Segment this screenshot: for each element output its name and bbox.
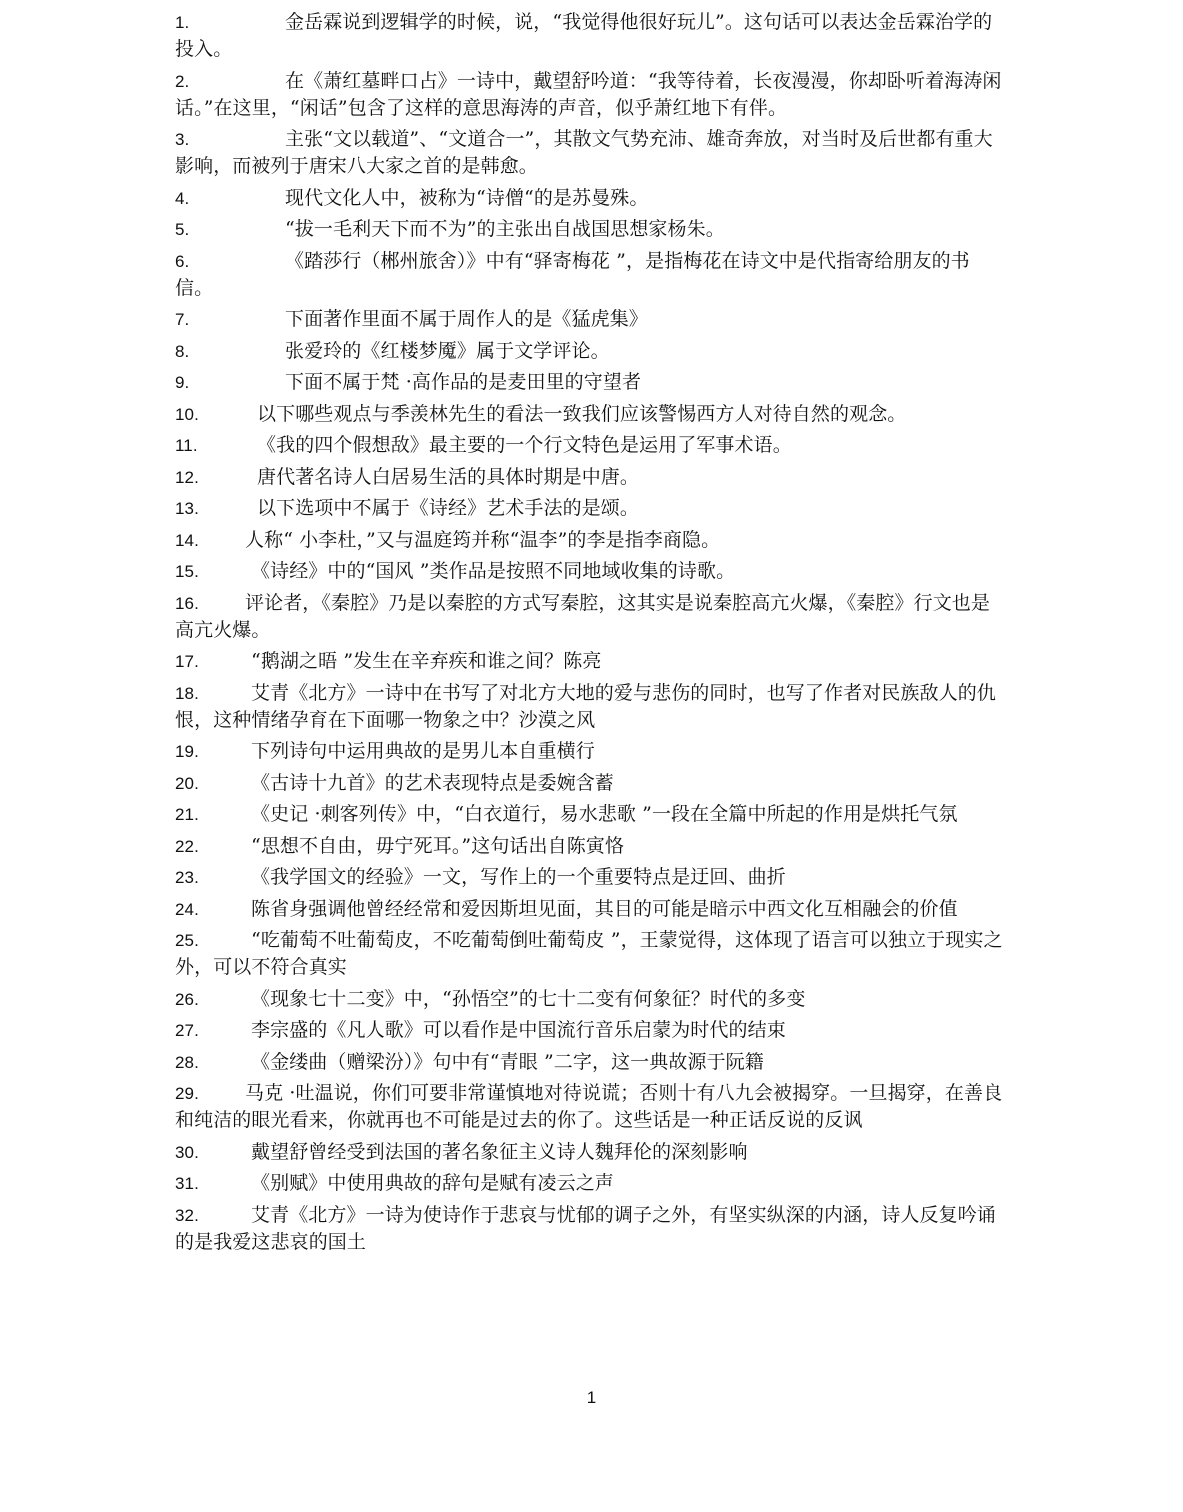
item-number: 1. xyxy=(175,13,190,32)
list-item xyxy=(175,833,1007,860)
item-text: 金岳霖说到逻辑学的时候，说，“我觉得他很好玩儿”。这句话可以表达金岳霖治学的投入。 xyxy=(175,11,993,60)
list-item xyxy=(175,68,1007,122)
item-number: 7. xyxy=(175,310,190,329)
item-number: 16. xyxy=(175,593,199,613)
item-number: 21. xyxy=(175,805,199,824)
item-number: 3. xyxy=(175,130,190,149)
item-text: 在《萧红墓畔口占》一诗中，戴望舒吟道：“我等待着，长夜漫漫，你却卧听着海涛闲话。”在这里，“闲话”包含了这样的意思海涛的声音，似乎萧红地下有伴。 xyxy=(175,69,1002,119)
item-number: 27. xyxy=(175,1021,199,1040)
item-text: 张爱玲的《红楼梦魇》属于文学评论。 xyxy=(285,339,610,362)
item-text: 以下选项中不属于《诗经》艺术手法的是颂。 xyxy=(257,497,640,519)
list-item xyxy=(175,126,1007,180)
item-text: 下列诗句中运用典故的是男儿本自重横行 xyxy=(251,740,595,762)
list-item xyxy=(175,801,1007,828)
item-text: 《金缕曲（赠梁汾）》句中有“青眼 ”二字，这一典故源于阮籍 xyxy=(251,1050,764,1073)
list-item xyxy=(175,1170,1007,1197)
item-number: 18. xyxy=(175,683,199,703)
item-text: 马克 ·吐温说，你们可要非常谨慎地对待说谎；否则十有八九会被揭穿。一旦揭穿，在善良和纯洁的眼光看来，你就再也不可能是过去的你了。这些话是一种正话反说的反讽 xyxy=(175,1082,1003,1131)
list-item xyxy=(175,306,1007,333)
item-text: 陈省身强调他曾经经常和爱因斯坦见面，其目的可能是暗示中西文化互相融会的价值 xyxy=(251,897,958,920)
list-item xyxy=(175,648,1007,675)
list-item xyxy=(175,927,1007,981)
item-text: “吃葡萄不吐葡萄皮，不吃葡萄倒吐葡萄皮 ”，王蒙觉得，这体现了语言可以独立于现实之外，可以不符合真实 xyxy=(175,929,1003,978)
list-item xyxy=(175,495,1007,522)
item-number: 20. xyxy=(175,773,199,793)
list-item xyxy=(175,590,1007,644)
item-text: 《别赋》中使用典故的辞句是赋有凌云之声 xyxy=(251,1172,614,1194)
list-item xyxy=(175,248,1007,302)
item-number: 17. xyxy=(175,652,199,671)
item-text: 艾青《北方》一诗为使诗作于悲哀与忧郁的调子之外，有坚实纵深的内涵，诗人反复吟诵的是我爱这悲哀的国土 xyxy=(175,1203,996,1253)
list-item xyxy=(175,896,1007,923)
item-text: 评论者，《秦腔》乃是以秦腔的方式写秦腔，这其实是说秦腔高亢火爆，《秦腔》行文也是高亢火爆。 xyxy=(175,591,991,641)
item-text: 戴望舒曾经受到法国的著名象征主义诗人魏拜伦的深刻影响 xyxy=(251,1140,748,1163)
item-number: 15. xyxy=(175,562,199,581)
item-text: 《我学国文的经验》一文，写作上的一个重要特点是迂回、曲折 xyxy=(251,866,786,888)
item-number: 24. xyxy=(175,899,199,919)
item-text: “拔一毛利天下而不为”的主张出自战国思想家杨朱。 xyxy=(285,218,725,240)
item-number: 30. xyxy=(175,1142,199,1162)
list-item xyxy=(175,9,1007,63)
list-item xyxy=(175,1202,1007,1256)
item-text: 主张“文以载道”、“文道合一”，其散文气势充沛、雄奇奔放，对当时及后世都有重大影响，而被列于唐宋八大家之首的是韩愈。 xyxy=(175,128,993,177)
item-text: 《古诗十九首》的艺术表现特点是委婉含蓄 xyxy=(251,771,614,794)
item-number: 12. xyxy=(175,467,199,487)
list-item xyxy=(175,1139,1007,1166)
item-number: 32. xyxy=(175,1205,199,1225)
item-number: 6. xyxy=(175,251,190,271)
item-number: 26. xyxy=(175,989,199,1009)
item-text: “鹅湖之晤 ”发生在辛弃疾和谁之间？陈亮 xyxy=(251,650,602,672)
item-text: 人称“ 小李杜，”又与温庭筠并称“温李”的李是指李商隐。 xyxy=(245,528,721,551)
item-text: “思想不自由，毋宁死耳。”这句话出自陈寅恪 xyxy=(251,834,625,857)
list-item xyxy=(175,401,1007,428)
list-item xyxy=(175,1017,1007,1044)
item-number: 28. xyxy=(175,1052,199,1072)
item-number: 23. xyxy=(175,868,199,887)
page-number: 1 xyxy=(586,1388,597,1407)
item-number: 8. xyxy=(175,341,190,361)
list-item xyxy=(175,527,1007,554)
item-number: 4. xyxy=(175,188,190,208)
item-number: 10. xyxy=(175,404,199,424)
item-number: 29. xyxy=(175,1084,199,1103)
question-list xyxy=(175,9,1007,1260)
list-item xyxy=(175,1080,1007,1134)
list-item xyxy=(175,369,1007,396)
item-number: 13. xyxy=(175,499,199,518)
item-number: 22. xyxy=(175,836,199,856)
item-number: 2. xyxy=(175,71,190,91)
list-item xyxy=(175,1049,1007,1076)
list-item xyxy=(175,986,1007,1013)
item-text: 下面不属于梵 ·高作品的是麦田里的守望者 xyxy=(285,371,642,393)
item-number: 11. xyxy=(175,436,198,455)
list-item xyxy=(175,185,1007,212)
item-number: 9. xyxy=(175,373,190,392)
item-number: 25. xyxy=(175,931,199,950)
item-number: 14. xyxy=(175,530,199,550)
item-text: 《我的四个假想敌》最主要的一个行文特色是运用了军事术语。 xyxy=(257,434,792,456)
item-number: 19. xyxy=(175,742,199,761)
item-text: 李宗盛的《凡人歌》可以看作是中国流行音乐启蒙为时代的结束 xyxy=(251,1019,786,1041)
list-item xyxy=(175,216,1007,243)
list-item xyxy=(175,680,1007,734)
item-text: 现代文化人中，被称为“诗僧“的是苏曼殊。 xyxy=(285,186,649,209)
list-item xyxy=(175,432,1007,459)
list-item xyxy=(175,770,1007,797)
list-item xyxy=(175,558,1007,585)
item-number: 31. xyxy=(175,1174,199,1193)
item-text: 《史记 ·刺客列传》中，“白衣道行，易水悲歌 ”一段在全篇中所起的作用是烘托气氛 xyxy=(251,803,958,825)
item-text: 唐代著名诗人白居易生活的具体时期是中唐。 xyxy=(257,465,640,488)
item-text: 下面著作里面不属于周作人的是《猛虎集》 xyxy=(285,308,648,330)
list-item xyxy=(175,738,1007,765)
item-text: 艾青《北方》一诗中在书写了对北方大地的爱与悲伤的同时，也写了作者对民族敌人的仇恨，这种情绪孕育在下面哪一物象之中？沙漠之风 xyxy=(175,681,996,731)
item-text: 《踏莎行（郴州旅舍）》中有“驿寄梅花 ”，是指梅花在诗文中是代指寄给朋友的书信。 xyxy=(175,249,970,299)
item-text: 《诗经》中的“国风 ”类作品是按照不同地域收集的诗歌。 xyxy=(251,560,736,582)
item-text: 《现象七十二变》中，“孙悟空”的七十二变有何象征？时代的多变 xyxy=(251,987,806,1010)
list-item xyxy=(175,864,1007,891)
item-text: 以下哪些观点与季羡林先生的看法一致我们应该警惕西方人对待自然的观念。 xyxy=(257,402,907,425)
list-item xyxy=(175,464,1007,491)
item-number: 5. xyxy=(175,220,190,239)
list-item xyxy=(175,338,1007,365)
